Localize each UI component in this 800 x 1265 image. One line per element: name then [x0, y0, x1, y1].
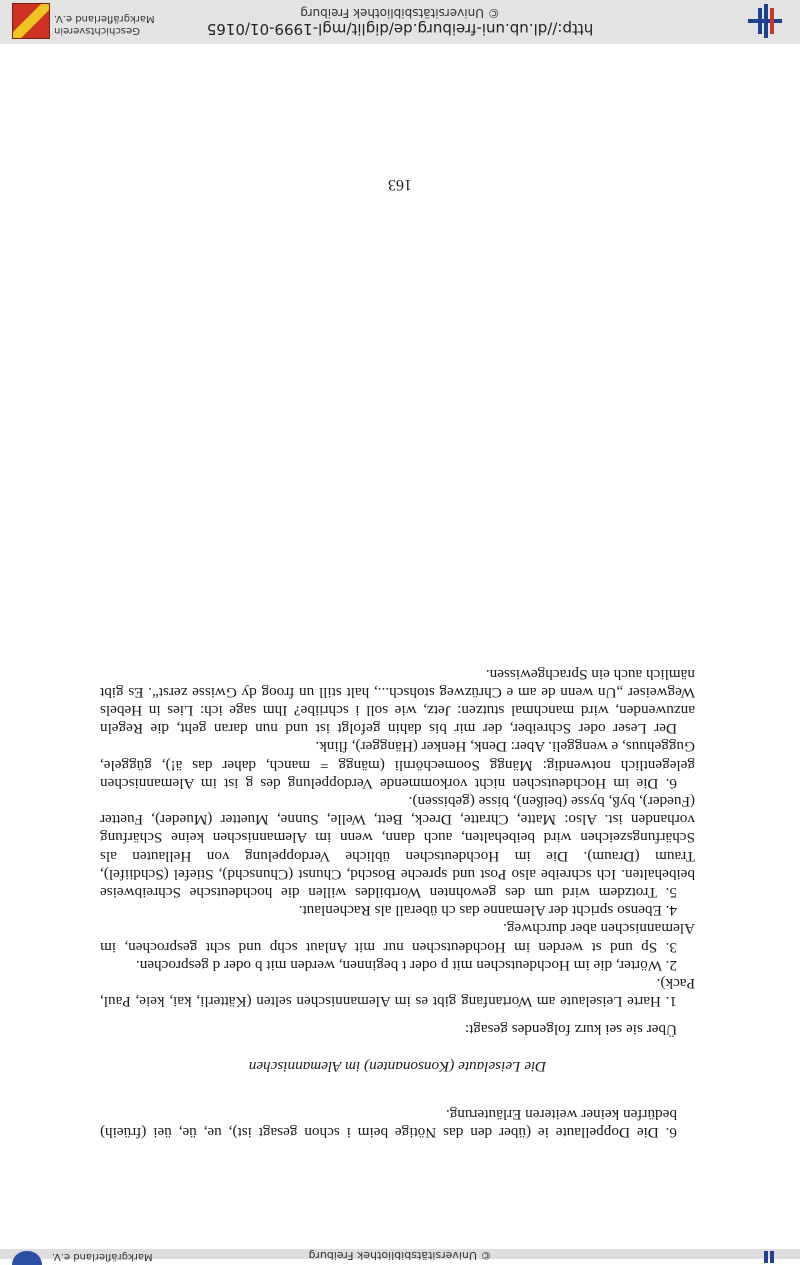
footer-association-line: Markgräflerland e.V.: [54, 13, 155, 24]
header-association: [52, 1250, 153, 1262]
header-bar: [0, 1249, 800, 1262]
list-item: 6. Die im Hochdeutschen nicht vorkommende Verdoppelung des g ist im Alemannischen gelegentlich notwendig: Mängg Soomechörnli (mängg = manch, daher das ä!), güggele, Guggehuus, e wenggeli. Aber: Denk, Henker (Hängger), flink.: [100, 738, 695, 792]
paragraph: Der Leser oder Schreiber, der mir bis dahin gefolgt ist und nun daran geht, die Regeln anzuwenden, wird manchmal stutzen: Jetz, wie soll i schriibe? Ihm sage ich: Lies in Hebels Wegweiser „Un wenn de am e Chrüzweg stohsch..., halt still un froog dy Gwisse zerst“. Es gibt nämlich auch ein Sprachgewissen.: [100, 665, 695, 738]
header-credit: © Universitätsbibliothek Freiburg: [308, 1249, 492, 1262]
paragraph: Über sie sei kurz folgendes gesagt:: [464, 1021, 677, 1039]
list-item: 2. Wörter, die im Hochdeutschen mit p oder t beginnen, werden mit b oder d gesprochen.: [135, 956, 677, 974]
list-item: 1. Harte Leiselaute am Wortanfang gibt es im Alemannischen selten (Kätterli, kai, keie, Paul, Pack).: [100, 974, 695, 1011]
footer-bar: [0, 0, 800, 44]
list-item: 5. Trotzdem wird um des gewohnten Wortbildes willen die hochdeutsche Schreibweise beibehalten. Ich schreibe also Post und spreche Boschd, Chunst (Chunschd), Stiefel (Schdiifel), Traum (Draum). Die im Hochdeutschen übliche Verdoppelung von Hellauten als Schärfungszeichen wird beibehalten, auch dann, wenn im Alemannischen keine Schärfung vorhanden ist. Also: Matte, Chratte, Dreck, Bett, Welle, Sunne, Muetter (Mueder), Fuetter (Fueder), byß, bysse (beißen), bisse (gebissen).: [100, 792, 695, 901]
footer-association: [54, 12, 155, 36]
list-item: 3. Sp und st werden im Hochdeutschen nur mit Anlaut schp und scht gesprochen, im Alemannischen aber durchweg.: [100, 920, 695, 956]
footer-credit: © Universitätsbibliothek Freiburg: [300, 6, 500, 20]
paragraph: 6. Die Doppellaute ie (über den das Nötige beim i schon gesagt ist), ue, üe, üei (früeih) bedürfen keiner weiteren Erläuterung.: [100, 1105, 677, 1141]
page-body: [100, 664, 695, 1141]
list-item: 4. Ebenso spricht der Alemanne das ch überall als Rachenlaut.: [298, 902, 677, 920]
association-crest-icon: [12, 3, 50, 39]
header-association-line: Markgräflerland e.V.: [52, 1251, 153, 1262]
page-number: 163: [388, 176, 412, 193]
section-heading: Die Leiselaute (Konsonanten) im Alemannischen: [248, 1057, 547, 1075]
source-url-link[interactable]: http://dl.ub.uni-freiburg.de/diglit/mgl-1999-01/0165: [206, 20, 594, 38]
footer-association-line: Geschichtsverein: [54, 25, 140, 36]
